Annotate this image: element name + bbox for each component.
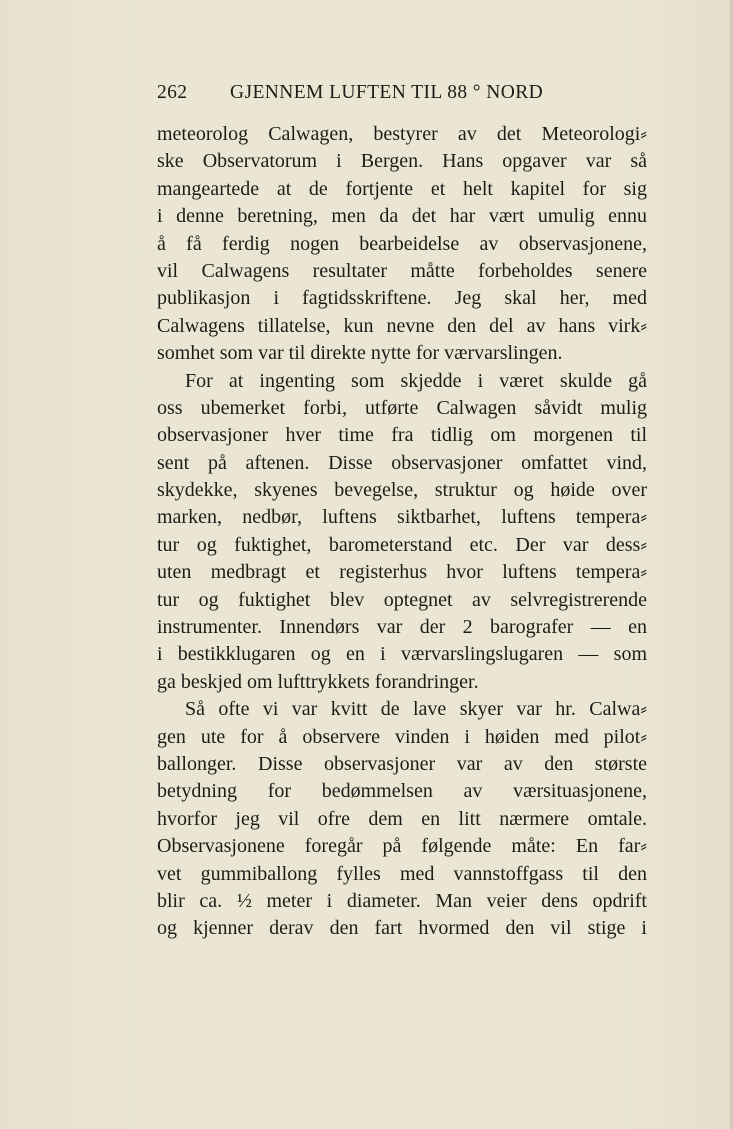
text-line: ga beskjed om lufttrykkets forandringer.	[157, 670, 479, 693]
text-line: meteorolog Calwagen, bestyrer av det Meteorologi⸗	[157, 123, 647, 145]
text-line: ballonger. Disse observasjoner var av den største	[157, 752, 647, 775]
text-line: publikasjon i fagtidsskriftene. Jeg skal her, med	[157, 287, 647, 310]
body-text	[157, 121, 647, 943]
text-line: vil Calwagens resultater måtte forbeholdes senere	[157, 259, 647, 282]
text-line: i denne beretning, men da det har vært umulig ennu	[157, 205, 647, 228]
text-line: marken, nedbør, luftens siktbarhet, luftens tempera⸗	[157, 506, 647, 529]
text-line: gen ute for å observere vinden i høiden med pilot⸗	[157, 725, 647, 748]
text-line: Observasjonene foregår på følgende måte: En far⸗	[157, 835, 647, 858]
text-line: betydning for bedømmelsen av værsituasjonene,	[157, 780, 647, 803]
text-line: å få ferdig nogen bearbeidelse av observasjonene,	[157, 232, 647, 255]
text-line: ske Observatorum i Bergen. Hans opgaver var så	[157, 150, 647, 173]
text-line: Så ofte vi var kvitt de lave skyer var hr. Calwa⸗	[185, 698, 647, 721]
text-line: i bestikklugaren og en i værvarslingslugaren — som	[157, 643, 647, 666]
text-line: hvorfor jeg vil ofre dem en litt nærmere omtale.	[157, 807, 647, 830]
text-line: mangeartede at de fortjente et helt kapitel for sig	[157, 177, 647, 200]
text-line: instrumenter. Innendørs var der 2 barografer — en	[157, 616, 647, 639]
page-number: 262	[157, 82, 188, 103]
text-line: skydekke, skyenes bevegelse, struktur og høide over	[157, 479, 647, 502]
text-line: Calwagens tillatelse, kun nevne den del av hans virk⸗	[157, 314, 647, 337]
text-line: vet gummiballong fylles med vannstoffgass til den	[157, 862, 647, 885]
text-line: uten medbragt et registerhus hvor luftens tempera⸗	[157, 561, 647, 584]
text-line: observasjoner hver time fra tidlig om morgenen til	[157, 424, 647, 447]
text-line: og kjenner derav den fart hvormed den vil stige i	[157, 917, 647, 940]
text-line: sent på aftenen. Disse observasjoner omfattet vind,	[157, 451, 647, 474]
text-line: oss ubemerket forbi, utførte Calwagen såvidt mulig	[157, 396, 647, 419]
page-header	[157, 82, 577, 110]
text-line: somhet som var til direkte nytte for værvarslingen.	[157, 342, 563, 365]
text-line: tur og fuktighet blev optegnet av selvregistrerende	[157, 588, 647, 611]
text-line: For at ingenting som skjedde i været skulde gå	[185, 369, 647, 392]
running-title: GJENNEM LUFTEN TIL 88 ° NORD	[230, 82, 544, 103]
text-line: tur og fuktighet, barometerstand etc. Der var dess⸗	[157, 533, 647, 556]
text-line: blir ca. ½ meter i diameter. Man veier dens opdrift	[157, 889, 647, 912]
